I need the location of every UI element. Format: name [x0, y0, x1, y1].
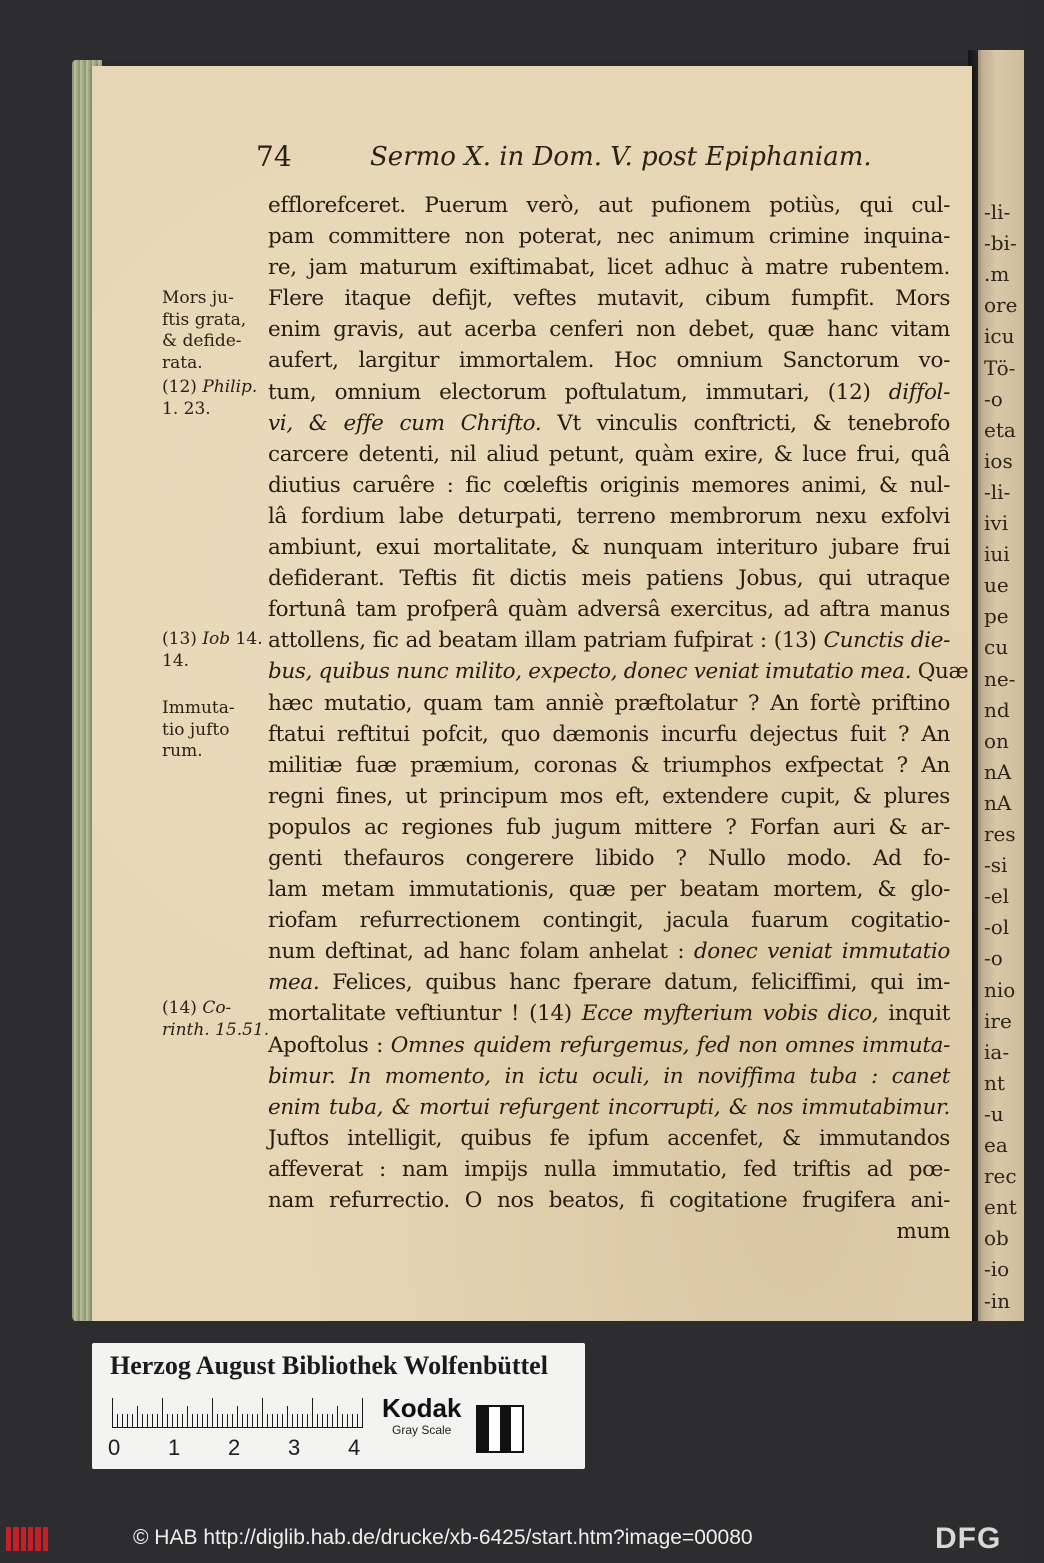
- text-line: [268, 812, 950, 843]
- text-line: [268, 345, 950, 376]
- text-segment: lâ fordium labe deturpati, terreno membrorum nexu exfolvi: [268, 503, 950, 529]
- text-segment: lam metam immutationis, quæ per beatam mortem, & glo-: [268, 877, 950, 903]
- text-line: [268, 1185, 950, 1216]
- facing-page-fragment: ne-: [984, 666, 1016, 691]
- ruler-tick: [292, 1414, 293, 1428]
- text-line: [268, 967, 950, 998]
- text-line: [268, 563, 950, 594]
- gray-patch-dark: [500, 1407, 511, 1451]
- text-segment: diutius caruêre : fic cœleftis originis memores animi, & nul-: [268, 472, 950, 498]
- margin-note-text: 14.: [162, 650, 190, 671]
- dfg-logo-icon[interactable]: DFG: [935, 1522, 1002, 1555]
- margin-note-text: (14): [162, 998, 203, 1018]
- text-line: [268, 314, 950, 345]
- ruler-tick: [227, 1414, 228, 1428]
- facing-page-fragment: ire: [984, 1008, 1012, 1033]
- ruler-tick: [167, 1414, 168, 1428]
- text-line: [268, 408, 950, 439]
- page-number: 74: [256, 140, 292, 173]
- margin-note-text: 14.: [230, 629, 263, 649]
- facing-page-fragment: nio: [984, 977, 1016, 1002]
- text-line: [268, 1061, 950, 1092]
- ruler-tick: [262, 1398, 263, 1428]
- ruler-tick: [112, 1398, 113, 1428]
- facing-page-fragment: ob: [984, 1226, 1009, 1251]
- facing-page-fragment: -bi-: [984, 231, 1017, 256]
- text-segment: enim gravis, aut acerba cenferi non debet, quæ hanc vitam: [268, 317, 950, 343]
- scale-number: 3: [288, 1435, 301, 1460]
- text-line: [268, 594, 950, 625]
- facing-page-fragment: -el: [984, 884, 1009, 909]
- text-segment: aufert, largitur immortalem. Hoc omnium Sanctorum vo-: [268, 348, 950, 374]
- text-line: [268, 377, 950, 408]
- ruler-tick: [197, 1414, 198, 1428]
- margin-note-text: Co-: [202, 998, 232, 1018]
- ruler-tick: [317, 1414, 318, 1428]
- facing-page-fragment: ent: [984, 1195, 1017, 1220]
- facing-page-fragment: ue: [984, 573, 1009, 598]
- italic-segment: vi, & effe cum Chrifto.: [268, 410, 542, 436]
- ruler-tick: [182, 1414, 183, 1428]
- text-segment: ftatui reftitui pofcit, quo dæmonis incurfu dejectus fuit ? An: [268, 721, 950, 747]
- text-line: [268, 221, 950, 252]
- ruler-tick: [232, 1414, 233, 1428]
- viewer-bottom-bar: [0, 1516, 1024, 1563]
- margin-note: [162, 288, 266, 374]
- text-line: [268, 1092, 950, 1123]
- library-label: Herzog August Bibliothek Wolfenbüttel: [110, 1351, 548, 1380]
- ruler-tick: [152, 1414, 153, 1428]
- italic-segment: Omnes quidem refurgemus, fed non omnes immuta-: [390, 1032, 950, 1058]
- text-line: [268, 656, 969, 687]
- ruler-tick: [137, 1406, 138, 1428]
- ruler-tick: [282, 1414, 283, 1428]
- margin-note-text: & defide-: [162, 331, 242, 351]
- facing-page-fragment: .m: [984, 262, 1010, 287]
- margin-note-text: tio jufto: [162, 719, 230, 740]
- gray-patches: [476, 1405, 524, 1453]
- facing-page-fragment: pe: [984, 604, 1009, 629]
- margin-note-text: Mors ju-: [162, 288, 234, 308]
- ruler-tick: [192, 1414, 193, 1428]
- text-line: [268, 719, 950, 750]
- facing-page-fragment: -io: [984, 1257, 1010, 1282]
- text-segment: attollens, fic ad beatam illam patriam fufpirat : (13): [268, 628, 824, 654]
- text-segment: populos ac regiones fub jugum mittere ? Forfan auri & ar-: [268, 814, 950, 840]
- text-segment: efflorefceret. Puerum verò, aut pufionem potiùs, qui cul-: [268, 193, 950, 218]
- margin-note-text: Philip.: [202, 377, 258, 397]
- text-line: [268, 843, 950, 874]
- ruler-tick: [247, 1414, 248, 1428]
- ruler-tick: [332, 1414, 333, 1428]
- text-segment: Juftos intelligit, quibus fe ipfum accenfet, & immutandos: [268, 1125, 950, 1151]
- running-head-title: Sermo X. in Dom. V. post Epiphaniam.: [370, 142, 872, 172]
- ruler-tick: [342, 1414, 343, 1428]
- facing-page-fragment: ia-: [984, 1039, 1010, 1064]
- facing-page-fragment: on: [984, 728, 1009, 753]
- ruler-tick: [117, 1414, 118, 1428]
- text-segment: fortunâ tam profperâ quàm adversâ exercitus, ad aftra manus: [268, 597, 950, 623]
- text-line: [268, 283, 950, 314]
- text-segment: carcere detenti, nil aliud petunt, quàm exire, & luce frui, quâ: [268, 441, 950, 467]
- facing-page-fragment: ore: [984, 293, 1018, 318]
- text-segment: re, jam maturum exiftimabat, licet adhuc à matre rubentem.: [268, 255, 950, 281]
- margin-note: [162, 377, 266, 420]
- facing-page-fragment: -ol: [984, 915, 1010, 940]
- text-line: [268, 1216, 950, 1247]
- facing-page-fragment: -u: [984, 1101, 1004, 1126]
- ruler-tick: [242, 1414, 243, 1428]
- text-segment: affeverat : nam impijs nulla immutatio, fed triftis ad pœ-: [268, 1156, 950, 1182]
- facing-page-fragment: ios: [984, 448, 1013, 473]
- margin-note-text: Iob: [202, 629, 231, 649]
- margin-note-text: Immuta-: [162, 698, 235, 718]
- gray-patch-white: [511, 1407, 522, 1451]
- scale-number: 0: [108, 1435, 121, 1460]
- ruler-tick: [277, 1414, 278, 1428]
- margin-note-text: rata.: [162, 352, 203, 373]
- color-scale-card: [92, 1343, 585, 1469]
- facing-page-fragment: Tö-: [984, 355, 1016, 380]
- italic-segment: diffol-: [888, 379, 950, 405]
- scale-number: 4: [348, 1435, 361, 1460]
- facing-page-fragment: ea: [984, 1133, 1008, 1157]
- ruler-tick: [127, 1414, 128, 1428]
- ruler-tick: [162, 1398, 163, 1428]
- text-segment: Apoftolus :: [268, 1032, 391, 1058]
- facing-page-fragment: -o: [984, 386, 1003, 411]
- body-text: [268, 190, 969, 1247]
- text-segment: Quæ: [911, 659, 969, 685]
- italic-segment: Ecce myfterium vobis dico,: [581, 1001, 879, 1027]
- margin-note-text: 1. 23.: [162, 398, 211, 419]
- text-segment: num deftinat, ad hanc folam anhelat :: [268, 939, 694, 965]
- text-segment: hæc mutatio, quam tam anniè præftolatur ? An fortè priftino: [268, 690, 950, 716]
- gray-patch-white: [489, 1407, 500, 1451]
- facing-page-fragment: res: [984, 822, 1016, 846]
- text-segment: militiæ fuæ præmium, coronas & triumphos exfpectat ? An: [268, 752, 950, 778]
- facing-page-fragment: iui: [984, 542, 1010, 567]
- text-segment: Flere itaque defijt, veftes mutavit, cibum fumpfit. Mors: [268, 286, 950, 312]
- text-line: [268, 874, 950, 905]
- ruler-tick: [122, 1414, 123, 1428]
- ruler: [112, 1398, 362, 1428]
- margin-note-text: ftis grata,: [162, 309, 247, 330]
- facing-page-fragment: rec: [984, 1164, 1017, 1189]
- ruler-tick: [257, 1414, 258, 1428]
- ruler-tick: [217, 1414, 218, 1428]
- ruler-tick: [352, 1414, 353, 1428]
- kodak-brand: Kodak: [382, 1393, 462, 1423]
- ruler-tick: [307, 1414, 308, 1428]
- ruler-tick: [237, 1406, 238, 1428]
- ruler-tick: [157, 1414, 158, 1428]
- text-line: [268, 936, 950, 967]
- text-line: [268, 688, 950, 719]
- facing-page-fragment: cu: [984, 635, 1009, 660]
- ruler-tick: [132, 1414, 133, 1428]
- text-segment: genti thefauros congerere libido ? Nullo modo. Ad fo-: [268, 845, 950, 871]
- ruler-tick: [207, 1414, 208, 1428]
- ruler-tick: [302, 1414, 303, 1428]
- text-line: [268, 998, 950, 1029]
- text-line: [268, 1123, 950, 1154]
- text-segment: Felices, quibus hanc fperare datum, feliciffimi, qui im-: [319, 970, 950, 996]
- ruler-tick: [327, 1414, 328, 1428]
- ruler-tick: [357, 1414, 358, 1428]
- facing-page-fragment: nt: [984, 1070, 1005, 1095]
- text-segment: nam refurrectio. O nos beatos, fi cogitatione frugifera ani-: [268, 1188, 950, 1213]
- italic-segment: bimur. In momento, in ictu oculi, in noviffima tuba : canet: [268, 1063, 950, 1089]
- text-segment: riofam refurrectionem contingit, jacula fuarum cogitatio-: [268, 908, 950, 934]
- text-line: [268, 905, 950, 936]
- italic-segment: donec veniat immutatio: [693, 939, 950, 965]
- ruler-tick: [287, 1406, 288, 1428]
- text-line: [268, 1030, 950, 1061]
- text-segment: ambiunt, exui mortalitate, & nunquam interituro jubare frui: [268, 535, 950, 561]
- ruler-tick: [272, 1414, 273, 1428]
- ruler-tick: [202, 1414, 203, 1428]
- ruler-tick: [362, 1398, 363, 1428]
- text-segment: defiderant. Teftis fit dictis meis patiens Jobus, qui utraque: [268, 566, 950, 592]
- text-segment: Vt vinculis conftricti, & tenebrofo: [541, 410, 950, 436]
- facing-page-fragment: ivi: [984, 511, 1009, 535]
- kodak-subtitle: Gray Scale: [392, 1423, 452, 1437]
- text-segment: regni fines, ut principum mos eft, extendere cupit, & plures: [268, 783, 950, 809]
- text-line: [268, 781, 950, 812]
- ruler-tick: [322, 1414, 323, 1428]
- facing-page-fragment: icu: [984, 324, 1015, 349]
- italic-segment: mea.: [268, 970, 320, 996]
- facing-page: [978, 50, 1024, 1345]
- ruler-tick: [187, 1406, 188, 1428]
- text-segment: inquit: [878, 1001, 950, 1027]
- copyright-link[interactable]: © HAB http://diglib.hab.de/drucke/xb-6425/start.htm?image=00080: [133, 1526, 753, 1549]
- text-line: [268, 1154, 950, 1185]
- italic-segment: bus, quibus nunc milito, expecto, donec veniat imutatio mea.: [268, 659, 912, 685]
- ruler-tick: [142, 1414, 143, 1428]
- text-line: [268, 190, 950, 221]
- facing-page-fragment: eta: [984, 417, 1016, 442]
- ruler-tick: [212, 1398, 213, 1428]
- scale-number: 2: [228, 1435, 241, 1460]
- text-line: [268, 625, 950, 656]
- text-line: [268, 532, 950, 563]
- text-line: [268, 252, 950, 283]
- facing-page-fragment: -o: [984, 946, 1003, 971]
- italic-segment: enim tuba, & mortui refurgent incorrupti, & nos immutabimur.: [268, 1094, 950, 1120]
- margin-note-text: rinth. 15.51.: [162, 1019, 270, 1040]
- ruler-tick: [177, 1414, 178, 1428]
- ruler-tick: [147, 1414, 148, 1428]
- ruler-tick: [222, 1414, 223, 1428]
- facing-page-fragment: -li-: [984, 200, 1011, 224]
- text-line: [268, 750, 950, 781]
- ruler-tick: [337, 1406, 338, 1428]
- scale-number: 1: [168, 1435, 181, 1460]
- text-line: [268, 470, 950, 501]
- margin-note-text: (12): [162, 377, 203, 397]
- facing-page-fragment: -li-: [984, 479, 1011, 504]
- italic-segment: Cunctis die-: [823, 628, 950, 654]
- text-line: [268, 501, 950, 532]
- facing-page-fragment: nA: [984, 790, 1012, 815]
- running-head: [256, 140, 876, 180]
- margin-note-text: (13): [162, 629, 203, 649]
- ruler-tick: [347, 1414, 348, 1428]
- text-line: [268, 439, 950, 470]
- ruler-tick: [252, 1414, 253, 1428]
- margin-note: [162, 998, 270, 1041]
- margin-note: [162, 629, 266, 672]
- ruler-tick: [172, 1414, 173, 1428]
- margin-note-text: rum.: [162, 741, 203, 761]
- margin-note: [162, 698, 266, 763]
- text-segment: mum: [896, 1219, 950, 1245]
- ruler-tick: [267, 1414, 268, 1428]
- ruler-tick: [312, 1398, 313, 1428]
- facing-page-fragment: -in: [984, 1288, 1011, 1313]
- facing-page-fragment: nd: [984, 697, 1010, 722]
- gray-patch-dark: [478, 1407, 489, 1451]
- facing-page-fragment: -si: [984, 853, 1008, 878]
- hab-logo-icon[interactable]: [6, 1527, 48, 1551]
- text-segment: mortalitate veftiuntur ! (14): [268, 1001, 582, 1027]
- text-segment: pam committere non poterat, nec animum crimine inquina-: [268, 224, 950, 250]
- ruler-tick: [297, 1414, 298, 1428]
- text-segment: tum, omnium electorum poftulatum, immutari, (12): [268, 379, 889, 405]
- facing-page-fragment: nA: [984, 759, 1012, 784]
